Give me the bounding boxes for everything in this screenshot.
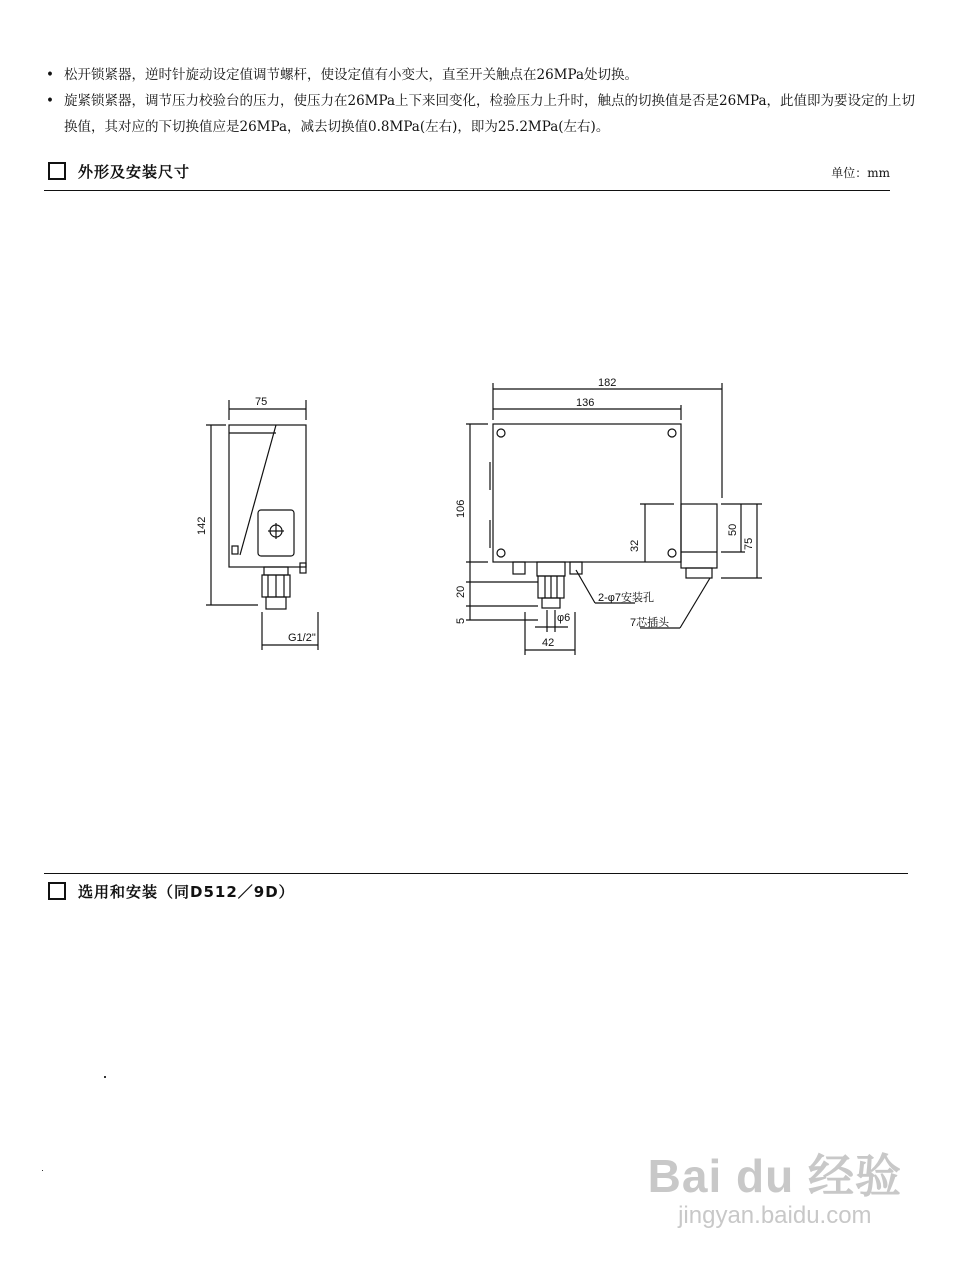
scan-speck — [42, 1170, 43, 1171]
side-view — [206, 400, 318, 650]
label-mounting-holes: 2-φ7安装孔 — [598, 592, 655, 604]
dim-hole-spacing: 136 — [576, 397, 595, 409]
unit-label: 单位：mm — [831, 166, 890, 180]
watermark-url: jingyan.baidu.com — [678, 1202, 872, 1229]
dim-connector-height: 50 — [727, 523, 739, 536]
bullet-dot: • — [46, 67, 54, 83]
dim-side-width: 75 — [255, 396, 268, 408]
scan-speck — [104, 1076, 106, 1078]
dim-side-height: 142 — [196, 516, 208, 535]
label-plug: 7芯插头 — [630, 617, 670, 629]
dim-connector-total: 75 — [743, 537, 755, 550]
dim-body-height: 106 — [455, 499, 467, 518]
bullet-text: 松开锁紧器，逆时针旋动设定值调节螺杆，使设定值有小变大，直至开关触点在26MPa处切换。 — [64, 67, 639, 83]
watermark-brand: Bai du 经验 — [647, 1150, 902, 1202]
watermark — [648, 1140, 902, 1230]
front-view — [466, 383, 762, 655]
dim-stem-length: 20 — [455, 585, 467, 598]
dim-overall-width: 182 — [598, 377, 617, 389]
dim-stem-tip: 5 — [455, 617, 467, 624]
bullet-dot: • — [46, 93, 54, 109]
dim-port-width: 42 — [542, 637, 555, 649]
section-title: 外形及安装尺寸 — [78, 162, 191, 181]
bullet-text: 旋紧锁紧器，调节压力校验台的压力，使压力在26MPa上下来回变化，检验压力上升时，触点的切换值是否是26MPa，此值即为要设定的上切换值，其对应的下切换值应是26MPa，减去切换值0.8MPa(左右)，即为25.2MPa(左右)。 — [64, 93, 916, 135]
checkbox-square-icon — [48, 882, 66, 900]
dim-center-height: 32 — [629, 539, 641, 552]
section-title: 选用和安装（同D512／9D） — [78, 882, 295, 901]
section-header-selection — [48, 880, 295, 902]
dim-thread: G1/2" — [288, 632, 316, 644]
dim-port-dia: φ6 — [557, 612, 571, 624]
divider — [44, 873, 908, 874]
